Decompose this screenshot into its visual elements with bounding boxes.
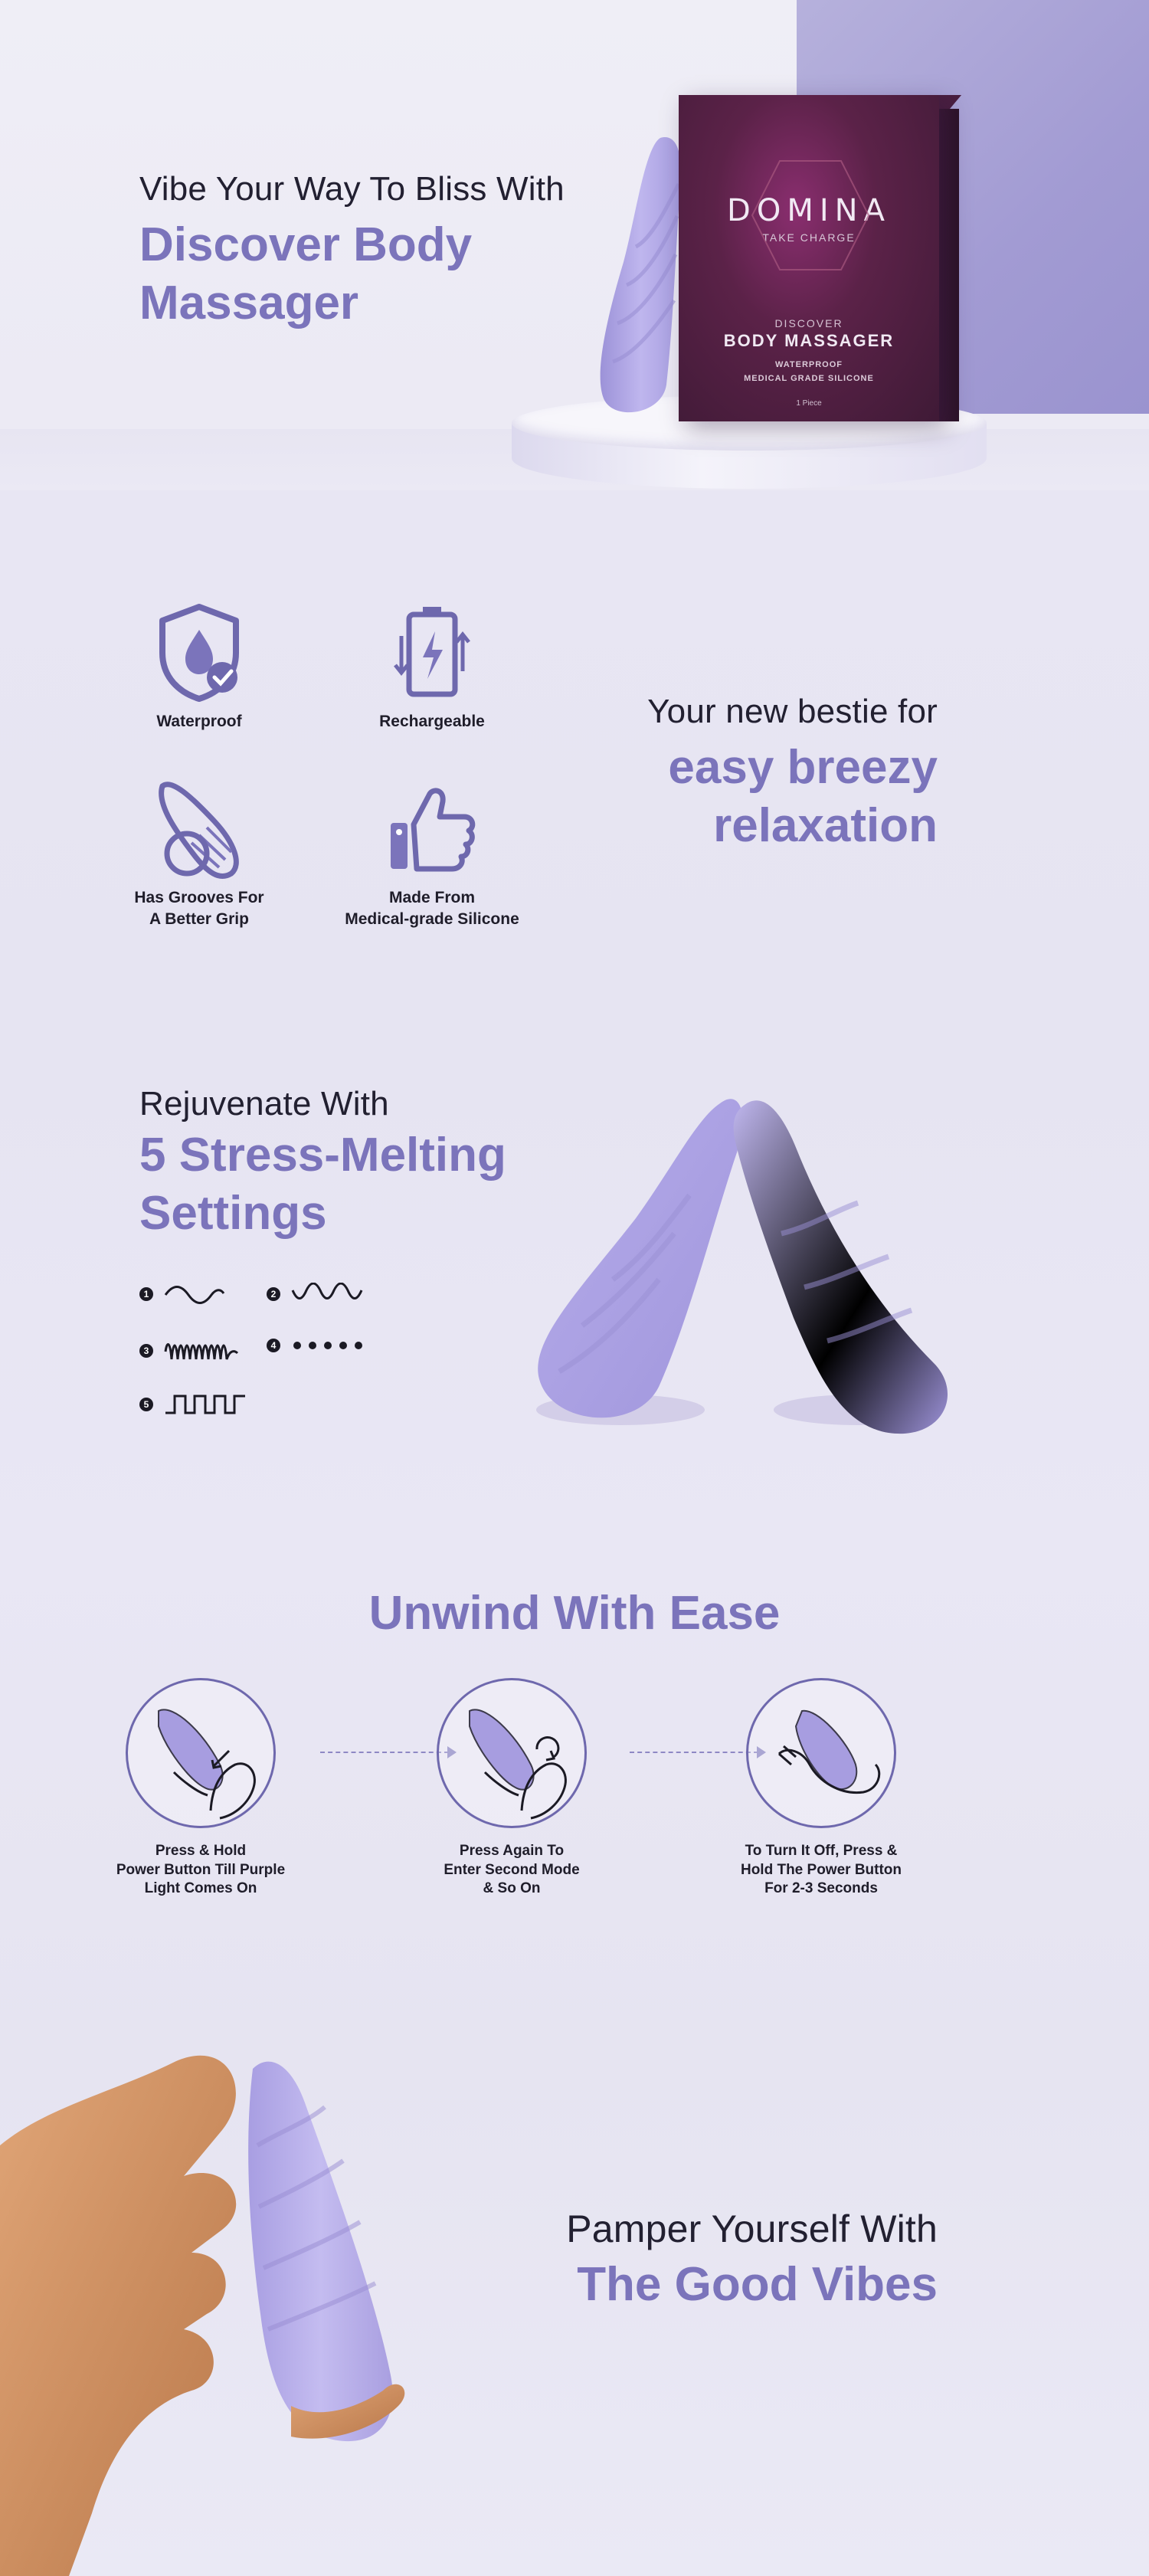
step-1-line1: Press & Hold	[155, 1843, 247, 1859]
features-heading	[647, 693, 938, 854]
features-title-line2: relaxation	[713, 798, 938, 852]
hero-heading	[139, 170, 565, 332]
step-3-illustration	[746, 1678, 896, 1828]
unwind-section	[0, 1571, 1149, 1923]
step-2-line2: Enter Second Mode	[444, 1861, 580, 1878]
mode-4-number: 4	[267, 1339, 280, 1352]
box-product-name: BODY MASSAGER	[723, 331, 895, 350]
feature-waterproof-label: Waterproof	[156, 713, 242, 730]
step-1-illustration	[126, 1678, 276, 1828]
step-3-line1: To Turn It Off, Press &	[745, 1843, 898, 1859]
hexagon-logo-icon	[749, 158, 872, 273]
mode-5-number: 5	[139, 1398, 153, 1411]
mode-3	[139, 1338, 241, 1364]
features-subtitle: Your new bestie for	[647, 693, 938, 730]
battery-charging-icon	[378, 598, 486, 705]
features-section	[0, 582, 1149, 981]
grooved-grip-icon	[146, 774, 253, 881]
box-quantity: 1 Piece	[796, 399, 822, 408]
step-2-illustration	[437, 1678, 587, 1828]
step-1-label	[86, 1842, 316, 1899]
hand-holding-massager-image	[0, 1977, 429, 2576]
wave-gentle-icon	[164, 1283, 225, 1306]
feature-silicone-label	[332, 887, 532, 931]
mode-3-number: 3	[139, 1344, 153, 1358]
pamper-subtitle: Pamper Yourself With	[566, 2207, 938, 2250]
settings-heading	[139, 1085, 506, 1242]
step-1-line3: Light Comes On	[144, 1880, 257, 1897]
wave-medium-icon	[291, 1283, 368, 1306]
step-1-line2: Power Button Till Purple	[116, 1861, 286, 1878]
mode-4	[267, 1338, 368, 1353]
box-features	[679, 359, 939, 385]
feature-grooves-label-line2: A Better Grip	[149, 910, 249, 929]
step-3	[706, 1678, 936, 1899]
box-side	[939, 109, 959, 421]
features-title-line1: easy breezy	[668, 741, 938, 794]
box-tagline: TAKE CHARGE	[762, 231, 856, 244]
feature-grooves-label-line1: Has Grooves For	[134, 889, 264, 906]
mode-1	[139, 1283, 225, 1306]
pulse-dots-icon	[291, 1338, 368, 1353]
square-wave-icon	[164, 1393, 248, 1416]
step-2-line1: Press Again To	[459, 1843, 565, 1859]
box-brand: DOMINA	[727, 193, 891, 228]
feature-silicone	[332, 774, 532, 931]
hand-hold-button-icon	[128, 1680, 276, 1828]
step-1	[86, 1678, 316, 1899]
hero-title-line2: Massager	[139, 276, 359, 329]
pamper-heading	[566, 2207, 938, 2314]
feature-rechargeable-label: Rechargeable	[379, 713, 485, 730]
settings-title-line1: 5 Stress-Melting	[139, 1129, 506, 1181]
hand-press-again-icon	[439, 1680, 587, 1828]
feature-silicone-label-line2: Medical-grade Silicone	[345, 910, 519, 929]
feature-silicone-label-line1: Made From	[388, 889, 475, 906]
step-2-line3: & So On	[483, 1880, 541, 1897]
step-3-line2: Hold The Power Button	[740, 1861, 902, 1878]
unwind-title: Unwind With Ease	[368, 1587, 781, 1640]
step-3-label	[706, 1842, 936, 1899]
thumbs-up-icon	[378, 774, 486, 881]
step-3-line3: For 2-3 Seconds	[764, 1880, 878, 1897]
feature-waterproof	[100, 598, 299, 732]
waterproof-shield-icon	[146, 598, 253, 705]
box-feature-waterproof: WATERPROOF	[774, 360, 843, 369]
feature-rechargeable	[332, 598, 532, 732]
hero-section	[0, 0, 1149, 490]
step-2	[397, 1678, 627, 1899]
mode-1-number: 1	[139, 1287, 153, 1301]
hand-turn-off-icon	[748, 1680, 896, 1828]
mode-5	[139, 1393, 248, 1416]
settings-subtitle: Rejuvenate With	[139, 1085, 389, 1122]
hero-subtitle: Vibe Your Way To Bliss With	[139, 170, 565, 208]
box-discover: DISCOVER	[774, 317, 843, 329]
mode-2	[267, 1283, 368, 1306]
step-2-label	[397, 1842, 627, 1899]
settings-section	[0, 1057, 1149, 1471]
wave-intense-icon	[164, 1338, 241, 1364]
mode-2-number: 2	[267, 1287, 280, 1301]
pamper-title: The Good Vibes	[577, 2258, 938, 2311]
hero-title-line1: Discover Body	[139, 218, 473, 271]
settings-title-line2: Settings	[139, 1186, 327, 1240]
feature-grooves-label	[100, 887, 299, 931]
pamper-section	[0, 1977, 1149, 2576]
product-box	[679, 95, 939, 421]
box-feature-silicone: MEDICAL GRADE SILICONE	[744, 373, 874, 383]
massagers-pair-image	[529, 1088, 958, 1448]
feature-grooves	[100, 774, 299, 931]
